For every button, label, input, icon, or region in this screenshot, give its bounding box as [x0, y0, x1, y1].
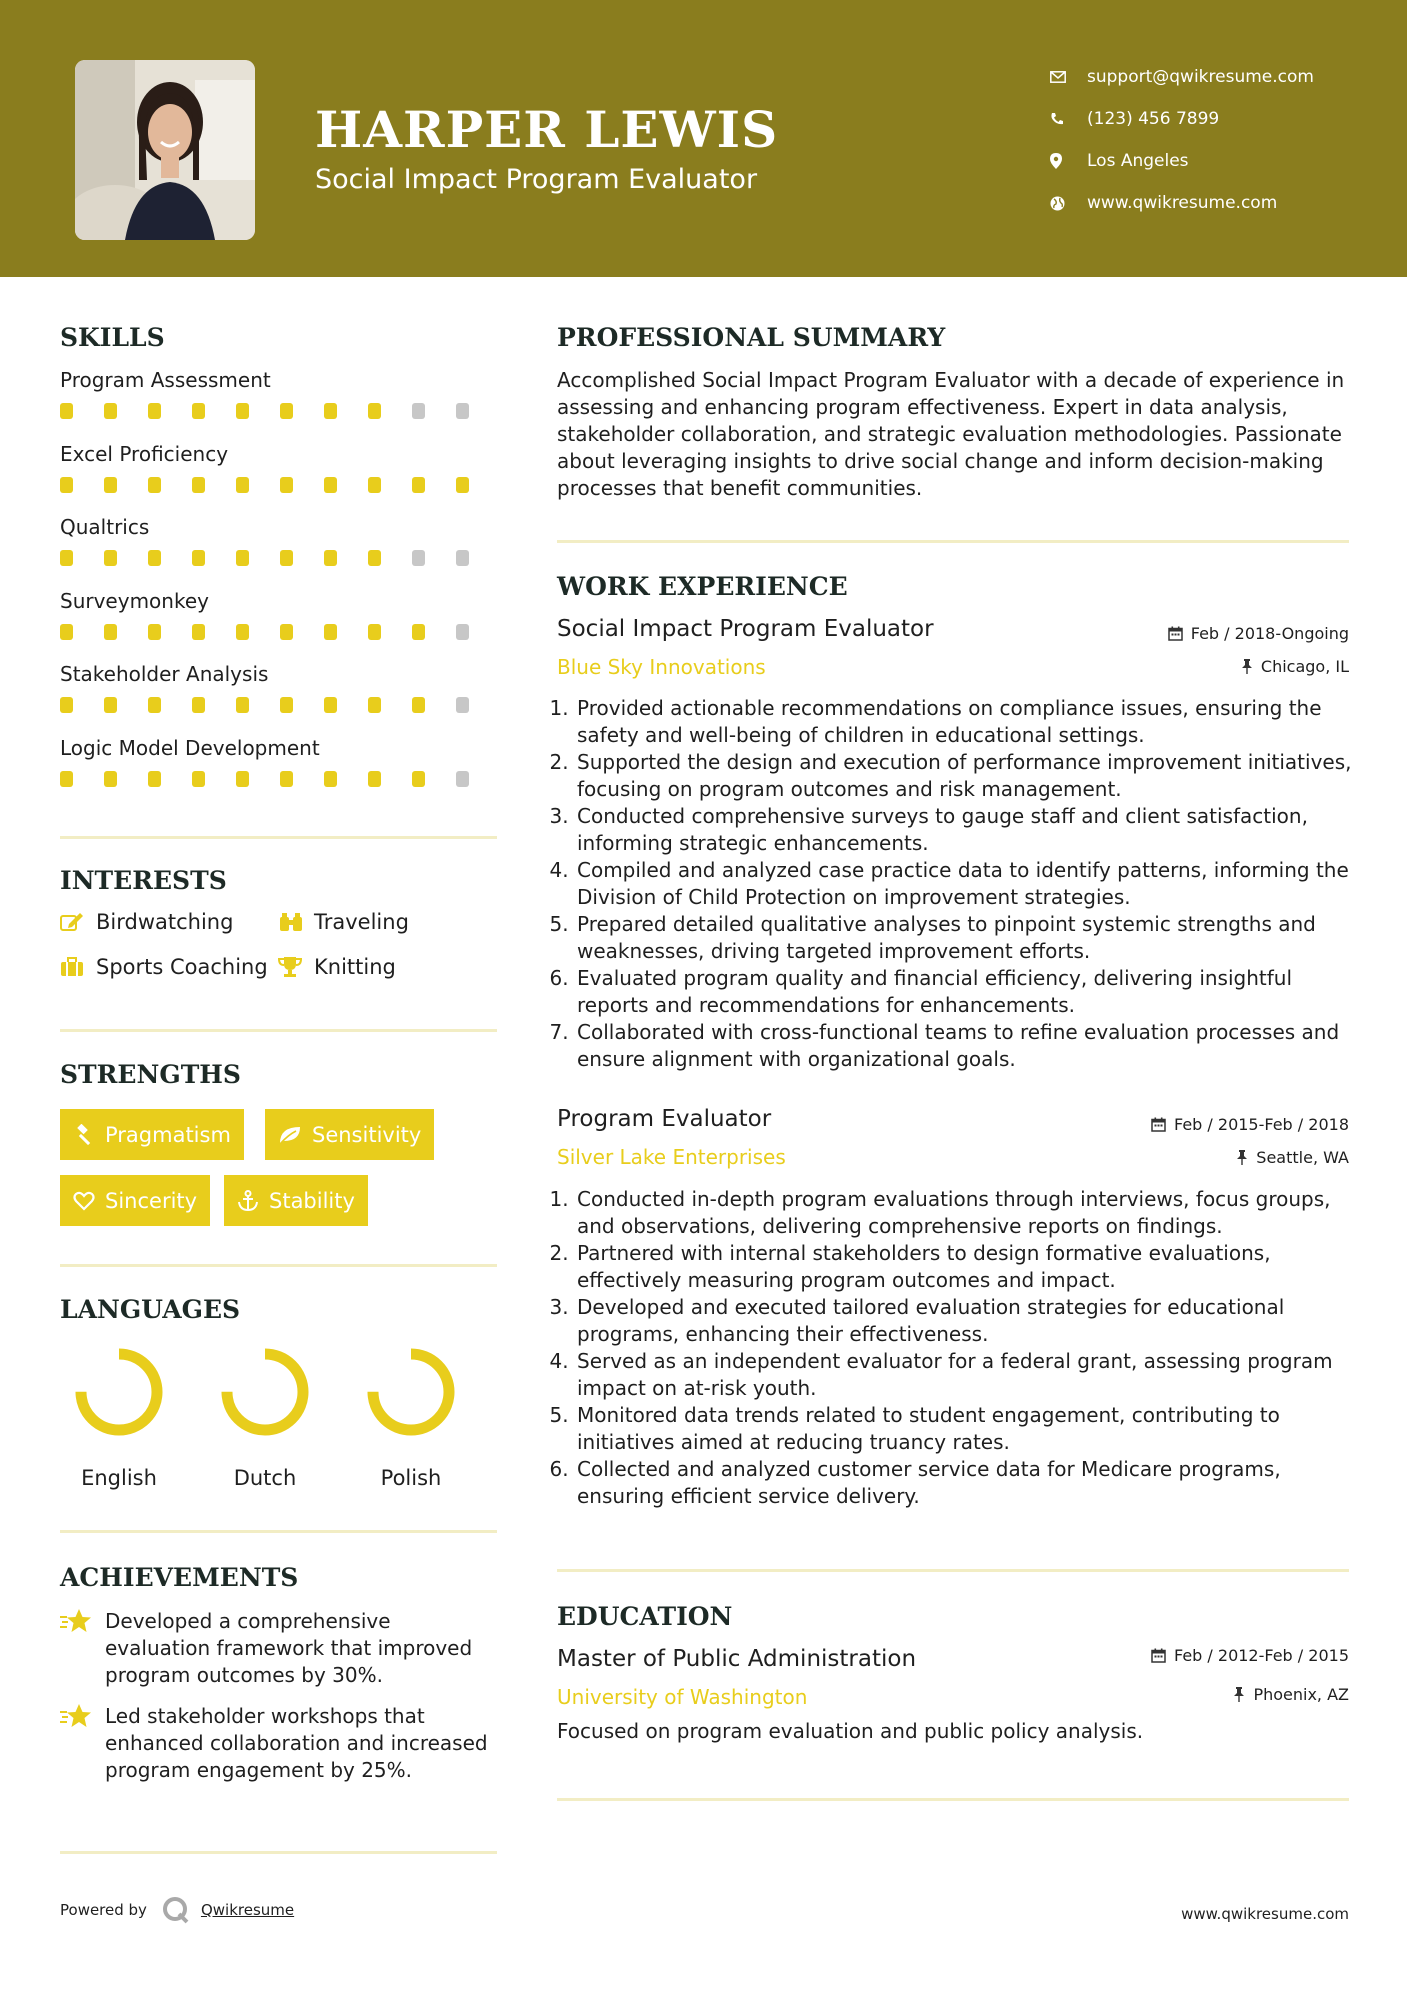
- rating-dot: [324, 550, 337, 566]
- interest-item: [60, 910, 233, 934]
- rating-dot: [456, 624, 469, 640]
- degree-title: Master of Public Administration: [557, 1646, 917, 1672]
- rating-dot: [60, 550, 73, 566]
- rating-dot: [280, 697, 293, 713]
- rating-dot: [236, 624, 249, 640]
- pushpin-icon: [1236, 1150, 1248, 1165]
- rating-dot: [192, 771, 205, 787]
- footer-powered-by: [60, 1895, 294, 1925]
- star-icon: [60, 1703, 105, 1784]
- job-bullet: 5. Prepared detailed qualitative analyses to pinpoint systemic strengths and weaknesses, driving targeted improvement efforts.: [575, 911, 1357, 965]
- skill-row: [60, 662, 500, 713]
- skill-name: Excel Proficiency: [60, 441, 229, 466]
- skill-row: [60, 442, 500, 493]
- phone-icon: [1050, 112, 1087, 126]
- language-ring: [73, 1346, 165, 1438]
- rating-dot: [368, 697, 381, 713]
- envelope-icon: [1050, 71, 1087, 83]
- leaf-icon: [278, 1125, 302, 1145]
- briefcase-icon: [60, 957, 96, 977]
- rating-dot: [280, 771, 293, 787]
- rating-dot: [456, 403, 469, 419]
- trophy-icon: [278, 956, 314, 978]
- job-bullet: 1. Conducted in-depth program evaluations through interviews, focus groups, and observations, delivering comprehensive reports on findings.: [575, 1186, 1357, 1240]
- skill-rating: [60, 771, 500, 787]
- job-bullet: 7. Collaborated with cross-functional teams to refine evaluation processes and ensure alignment with organizational goals.: [575, 1019, 1357, 1073]
- job-title: Social Impact Program Evaluator: [557, 616, 934, 642]
- candidate-title: Social Impact Program Evaluator: [315, 164, 758, 195]
- section-divider: [60, 1530, 497, 1533]
- profile-photo: [75, 60, 255, 240]
- achievements-heading: ACHIEVEMENTS: [60, 1563, 299, 1592]
- interest-label: Knitting: [314, 955, 396, 979]
- rating-dot: [60, 624, 73, 640]
- education-heading: EDUCATION: [557, 1602, 733, 1631]
- rating-dot: [148, 771, 161, 787]
- rating-dot: [412, 550, 425, 566]
- contact-location-text: Los Angeles: [1087, 151, 1189, 171]
- achievement-item: [60, 1608, 500, 1689]
- pencil-square-icon: [60, 912, 96, 932]
- star-icon: [60, 1608, 105, 1689]
- summary-heading: PROFESSIONAL SUMMARY: [557, 323, 946, 352]
- section-divider: [60, 836, 497, 839]
- language-name: Dutch: [233, 1466, 297, 1490]
- job-bullet: 4. Compiled and analyzed case practice data to identify patterns, informing the Division of Child Protection on improvement strategies.: [575, 857, 1357, 911]
- job-date: [1168, 624, 1349, 643]
- job-bullet: 3. Conducted comprehensive surveys to gauge staff and client satisfaction, informing strategic enhancements.: [575, 803, 1357, 857]
- rating-dot: [148, 624, 161, 640]
- resume-header: [0, 0, 1407, 277]
- rating-dot: [104, 550, 117, 566]
- language-item: [205, 1346, 325, 1490]
- rating-dot: [368, 624, 381, 640]
- rating-dot: [280, 624, 293, 640]
- language-ring: [365, 1346, 457, 1438]
- experience-heading: WORK EXPERIENCE: [557, 572, 848, 601]
- job-bullet: 2. Supported the design and execution of performance improvement initiatives, focusing on program outcomes and risk management.: [575, 749, 1357, 803]
- rating-dot: [236, 771, 249, 787]
- candidate-name: HARPER LEWIS: [315, 100, 779, 159]
- job-bullet: 6. Evaluated program quality and financial efficiency, delivering insightful reports and recommendations for enhancements.: [575, 965, 1357, 1019]
- rating-dot: [192, 697, 205, 713]
- rating-dot: [60, 697, 73, 713]
- interest-item: [278, 910, 409, 934]
- rating-dot: [236, 403, 249, 419]
- achievement-text: Developed a comprehensive evaluation framework that improved program outcomes by 30%.: [105, 1609, 473, 1687]
- language-level-arc: [227, 1354, 303, 1430]
- section-divider: [60, 1264, 497, 1267]
- interest-item: [60, 955, 268, 979]
- calendar-icon: [1151, 1117, 1166, 1132]
- job-bullet: 2. Partnered with internal stakeholders to design formative evaluations, effectively measuring program outcomes and impact.: [575, 1240, 1357, 1294]
- strengths-heading: STRENGTHS: [60, 1060, 241, 1089]
- section-divider: [557, 1569, 1349, 1572]
- skill-rating: [60, 477, 500, 493]
- education-description: Focused on program evaluation and public policy analysis.: [557, 1719, 1144, 1743]
- rating-dot: [236, 477, 249, 493]
- skill-name: Stakeholder Analysis: [60, 662, 269, 686]
- rating-dot: [148, 550, 161, 566]
- job-date: [1151, 1115, 1349, 1134]
- skill-name: Qualtrics: [60, 515, 150, 539]
- languages-heading: LANGUAGES: [60, 1295, 241, 1324]
- rating-dot: [236, 550, 249, 566]
- job-bullet: 5. Monitored data trends related to student engagement, contributing to initiatives aimed at reducing truancy rates.: [575, 1402, 1357, 1456]
- rating-dot: [236, 697, 249, 713]
- rating-dot: [148, 477, 161, 493]
- rating-dot: [60, 403, 73, 419]
- strength-label: Sensitivity: [312, 1122, 422, 1147]
- summary-text: Accomplished Social Impact Program Evaluator with a decade of experience in assessing and enhancing program effectiveness. Expert in data analysis, stakeholder collaboration, and strategic evaluation methodologies. Passionate about leveraging insights to drive social change and inform decision-making processes that benefit communities.: [557, 368, 1345, 500]
- skill-name: Surveymonkey: [60, 588, 209, 613]
- job-date-text: Feb / 2015-Feb / 2018: [1174, 1115, 1349, 1134]
- pushpin-icon: [1233, 1687, 1245, 1702]
- company-name: Silver Lake Enterprises: [557, 1145, 786, 1169]
- rating-dot: [412, 624, 425, 640]
- rating-dot: [368, 550, 381, 566]
- interest-label: Birdwatching: [96, 910, 234, 934]
- strength-chip: [60, 1175, 210, 1226]
- map-pin-icon: [1050, 153, 1087, 169]
- rating-dot: [456, 477, 469, 493]
- section-divider: [60, 1851, 497, 1854]
- skill-rating: [60, 403, 500, 419]
- rating-dot: [280, 477, 293, 493]
- rating-dot: [368, 771, 381, 787]
- job-date-text: Feb / 2018-Ongoing: [1190, 624, 1349, 643]
- contact-email-text: support@qwikresume.com: [1087, 67, 1314, 87]
- language-item: [59, 1346, 179, 1490]
- language-level-arc: [373, 1354, 449, 1430]
- calendar-icon: [1151, 1648, 1166, 1663]
- job-bullets: [557, 1186, 1357, 1510]
- rating-dot: [412, 477, 425, 493]
- interest-label: Sports Coaching: [96, 955, 268, 979]
- qwikresume-link[interactable]: Qwikresume: [200, 1901, 295, 1919]
- interests-heading: INTERESTS: [60, 866, 227, 895]
- rating-dot: [412, 697, 425, 713]
- job-bullet: 6. Collected and analyzed customer service data for Medicare programs, ensuring efficient service delivery.: [575, 1456, 1357, 1510]
- qwikresume-logo-icon: [161, 1895, 191, 1925]
- achievement-item: [60, 1703, 500, 1784]
- contact-website-text: www.qwikresume.com: [1087, 193, 1278, 213]
- strength-label: Pragmatism: [105, 1122, 231, 1147]
- section-divider: [60, 1029, 497, 1032]
- skill-name: Program Assessment: [60, 368, 271, 392]
- education-location-text: Phoenix, AZ: [1253, 1685, 1349, 1704]
- language-ring: [219, 1346, 311, 1438]
- rating-dot: [456, 697, 469, 713]
- rating-dot: [148, 697, 161, 713]
- language-name: Polish: [380, 1466, 442, 1490]
- skills-heading: SKILLS: [60, 323, 165, 352]
- contact-phone-text: (123) 456 7899: [1087, 109, 1220, 129]
- rating-dot: [192, 403, 205, 419]
- rating-dot: [324, 403, 337, 419]
- contact-website[interactable]: [1050, 182, 1390, 224]
- strength-chip: [224, 1175, 368, 1226]
- education-date-text: Feb / 2012-Feb / 2015: [1174, 1646, 1349, 1665]
- strength-label: Stability: [269, 1188, 355, 1213]
- job-bullet: 1. Provided actionable recommendations on compliance issues, ensuring the safety and well-being of children in educational settings.: [575, 695, 1357, 749]
- skill-row: [60, 368, 500, 419]
- section-divider: [557, 1798, 1349, 1801]
- rating-dot: [104, 403, 117, 419]
- education-location: [1233, 1685, 1349, 1704]
- strength-label: Sincerity: [105, 1188, 198, 1213]
- skill-name: Logic Model Development: [60, 735, 320, 760]
- school-name: University of Washington: [557, 1685, 808, 1709]
- interest-label: Traveling: [314, 910, 409, 934]
- achievement-text: Led stakeholder workshops that enhanced collaboration and increased program engagement by 25%.: [105, 1704, 488, 1782]
- rating-dot: [456, 550, 469, 566]
- skill-row: [60, 515, 500, 566]
- powered-by-label: Powered by: [60, 1901, 147, 1919]
- rating-dot: [104, 697, 117, 713]
- job-title: Program Evaluator: [557, 1106, 772, 1132]
- anchor-icon: [237, 1190, 259, 1212]
- contact-location: [1050, 140, 1390, 182]
- rating-dot: [456, 771, 469, 787]
- rating-dot: [192, 624, 205, 640]
- job-location: [1241, 657, 1349, 676]
- rating-dot: [104, 771, 117, 787]
- job-bullet: 3. Developed and executed tailored evaluation strategies for educational programs, enhancing their effectiveness.: [575, 1294, 1357, 1348]
- job-bullets: [557, 695, 1357, 1073]
- rating-dot: [412, 403, 425, 419]
- education-date: [1151, 1646, 1349, 1665]
- company-name: Blue Sky Innovations: [557, 655, 766, 679]
- strength-chip: [60, 1109, 244, 1160]
- heart-icon: [73, 1191, 95, 1211]
- globe-icon: [1050, 196, 1087, 211]
- rating-dot: [280, 550, 293, 566]
- language-item: [351, 1346, 471, 1490]
- footer-website[interactable]: www.qwikresume.com: [1181, 1905, 1349, 1923]
- rating-dot: [60, 771, 73, 787]
- skill-rating: [60, 624, 500, 640]
- interest-item: [278, 955, 396, 979]
- calendar-icon: [1168, 626, 1183, 641]
- rating-dot: [368, 403, 381, 419]
- rating-dot: [280, 403, 293, 419]
- pushpin-icon: [1241, 659, 1253, 674]
- contact-list: [1050, 56, 1390, 224]
- rating-dot: [60, 477, 73, 493]
- contact-phone[interactable]: [1050, 98, 1390, 140]
- rating-dot: [324, 477, 337, 493]
- contact-email[interactable]: [1050, 56, 1390, 98]
- job-bullet: 4. Served as an independent evaluator for a federal grant, assessing program impact on at-risk youth.: [575, 1348, 1357, 1402]
- language-name: English: [81, 1466, 157, 1490]
- rating-dot: [324, 624, 337, 640]
- strength-chip: [265, 1109, 434, 1160]
- skill-row: [60, 589, 500, 640]
- job-location: [1236, 1148, 1349, 1167]
- rating-dot: [412, 771, 425, 787]
- rating-dot: [324, 697, 337, 713]
- skill-row: [60, 736, 500, 787]
- section-divider: [557, 540, 1349, 543]
- gavel-icon: [73, 1124, 95, 1146]
- language-level-arc: [81, 1354, 157, 1430]
- rating-dot: [104, 624, 117, 640]
- rating-dot: [104, 477, 117, 493]
- binoculars-icon: [278, 912, 314, 932]
- rating-dot: [368, 477, 381, 493]
- job-location-text: Seattle, WA: [1256, 1148, 1349, 1167]
- skill-rating: [60, 550, 500, 566]
- rating-dot: [192, 550, 205, 566]
- job-location-text: Chicago, IL: [1260, 657, 1349, 676]
- rating-dot: [324, 771, 337, 787]
- rating-dot: [148, 403, 161, 419]
- skill-rating: [60, 697, 500, 713]
- rating-dot: [192, 477, 205, 493]
